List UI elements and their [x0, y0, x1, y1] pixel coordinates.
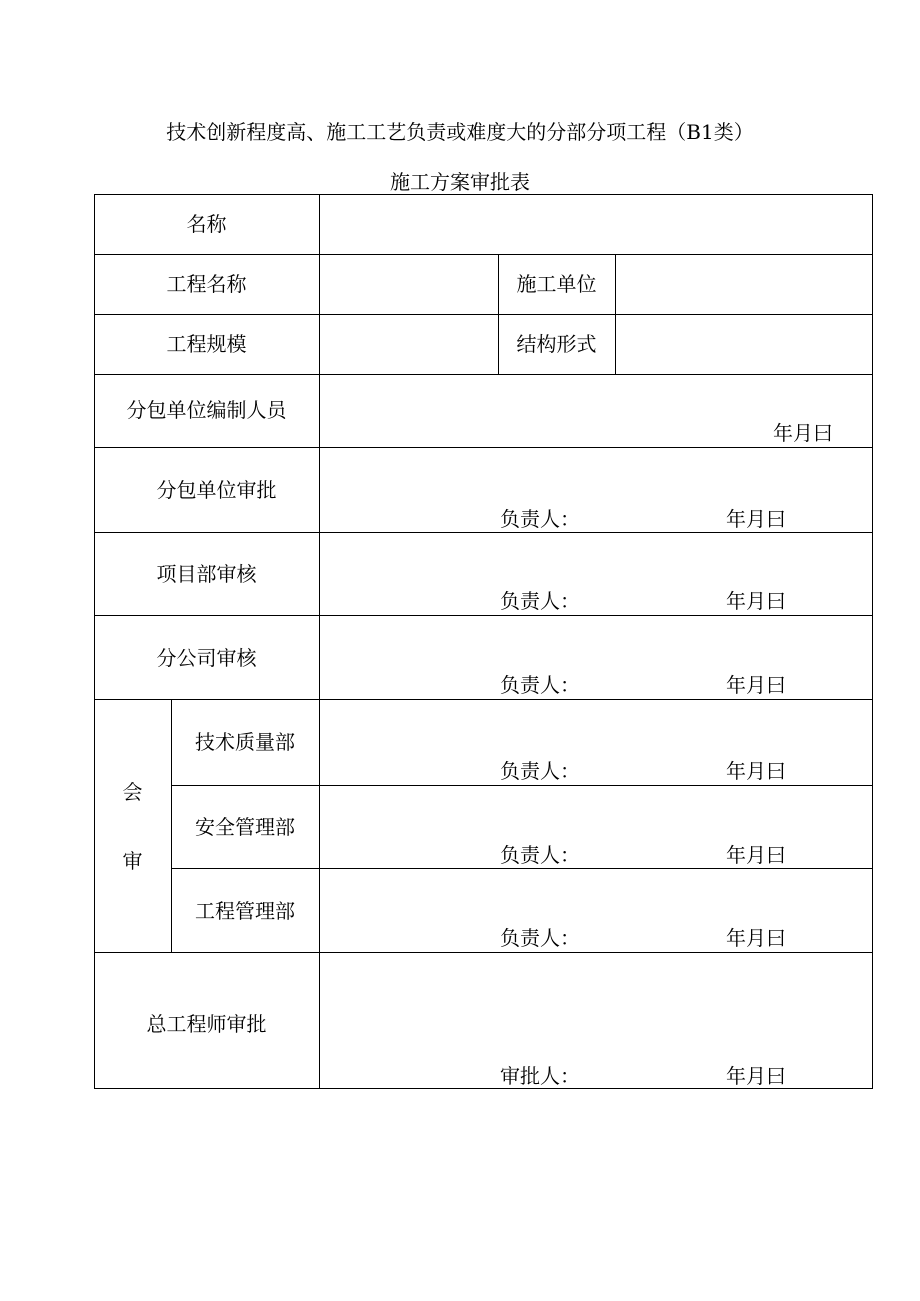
page-title: 技术创新程度高、施工工艺负责或难度大的分部分项工程（B1类） [166, 120, 754, 144]
project-dept-review-label: 项目部审核 [156, 562, 257, 586]
responsible-person-label: 负责人： [500, 673, 580, 697]
project-scale-label: 工程规模 [166, 332, 247, 356]
row-divider [171, 868, 873, 869]
date-text: 年月曰 [726, 926, 786, 950]
date-text: 年月曰 [726, 589, 786, 613]
column-divider [319, 194, 320, 1089]
responsible-person-label: 负责人： [500, 843, 580, 867]
chief-engineer-approval-label: 总工程师审批 [146, 1012, 267, 1036]
date-text: 年月曰 [726, 1064, 786, 1088]
column-divider [615, 254, 616, 374]
approver-label: 审批人： [500, 1064, 580, 1088]
row-divider [94, 952, 873, 953]
row-divider [94, 254, 873, 255]
row-divider [94, 532, 873, 533]
row-divider [94, 314, 873, 315]
name-label: 名称 [186, 212, 227, 236]
date-text: 年月曰 [726, 507, 786, 531]
construction-unit-label: 施工单位 [516, 272, 597, 296]
structure-form-label: 结构形式 [516, 332, 597, 356]
engineering-mgmt-dept-label: 工程管理部 [195, 899, 295, 923]
date-text: 年月曰 [726, 673, 786, 697]
date-text: 年月曰 [773, 421, 833, 445]
responsible-person-label: 负责人： [500, 589, 580, 613]
responsible-person-label: 负责人： [500, 926, 580, 950]
row-divider [94, 447, 873, 448]
safety-mgmt-dept-label: 安全管理部 [195, 815, 295, 839]
responsible-person-label: 负责人： [500, 507, 580, 531]
row-divider [171, 785, 873, 786]
row-divider [94, 374, 873, 375]
date-text: 年月曰 [726, 843, 786, 867]
row-divider [94, 699, 873, 700]
approval-form-table [94, 194, 873, 1089]
subcontractor-author-label: 分包单位编制人员 [126, 398, 287, 422]
responsible-person-label: 负责人： [500, 759, 580, 783]
tech-quality-dept-label: 技术质量部 [195, 730, 295, 754]
project-name-label: 工程名称 [166, 272, 247, 296]
date-text: 年月曰 [726, 759, 786, 783]
branch-review-label: 分公司审核 [156, 646, 257, 670]
subcontractor-approval-label: 分包单位审批 [156, 478, 277, 502]
joint-review-label-hui: 会 [122, 780, 143, 804]
form-subtitle: 施工方案审批表 [390, 170, 530, 194]
joint-review-label-shen: 审 [122, 849, 143, 873]
row-divider [94, 615, 873, 616]
